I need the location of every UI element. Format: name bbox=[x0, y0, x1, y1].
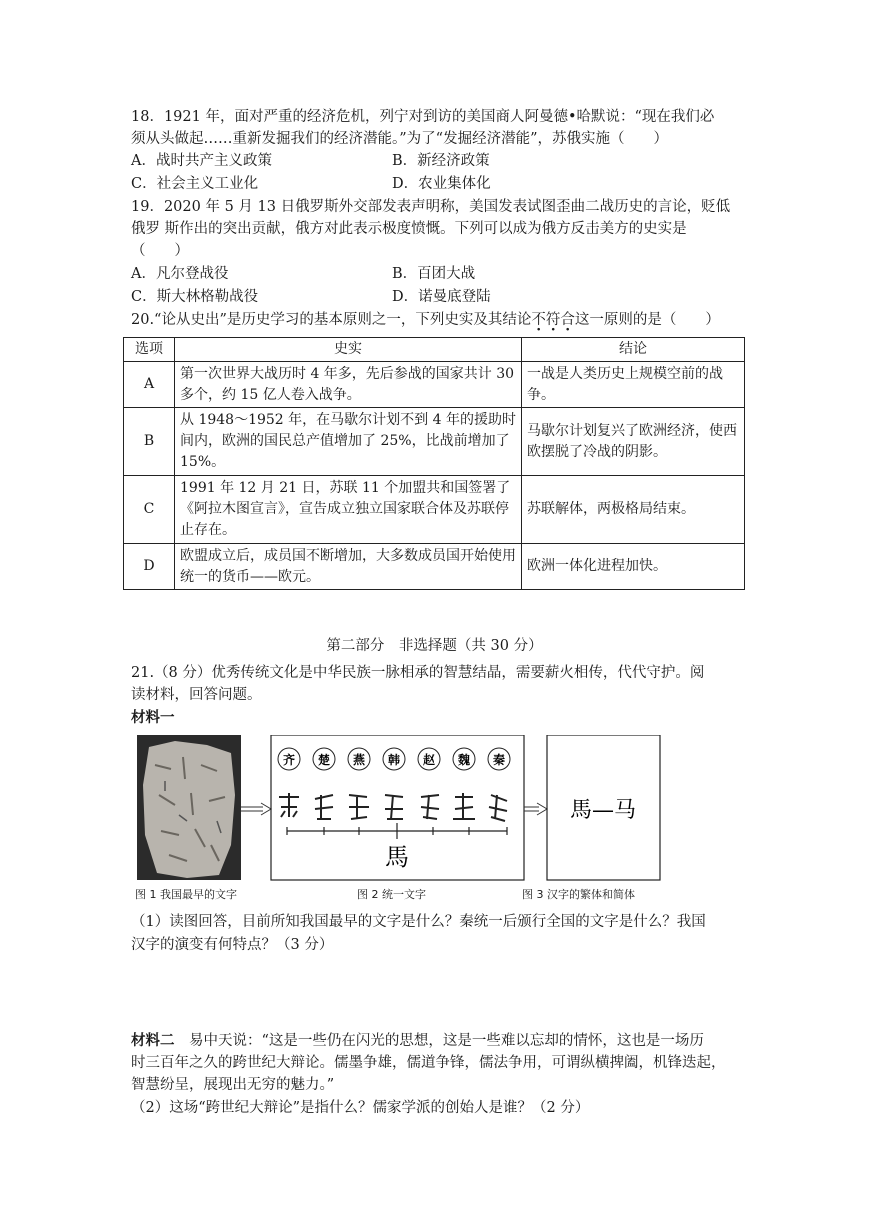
row-option: A bbox=[124, 362, 175, 408]
state-label: 齐 bbox=[282, 753, 296, 767]
state-chu bbox=[313, 748, 335, 770]
q20-table bbox=[123, 337, 745, 590]
state-wei bbox=[453, 748, 475, 770]
material-2-line3: 智慧纷呈，展现出无穷的魅力。” bbox=[131, 1077, 335, 1093]
q18-option-a: A．战时共产主义政策 bbox=[131, 153, 272, 169]
row-conclusion: 苏联解体，两极格局结束。 bbox=[522, 476, 745, 544]
traditional-simplified-text: 馬—马 bbox=[569, 798, 637, 823]
material-2-line1 bbox=[131, 1030, 704, 1052]
unified-horse-char: 馬 bbox=[385, 843, 409, 871]
q18-option-b: B．新经济政策 bbox=[392, 153, 490, 169]
caption-fig3: 图 3 汉字的繁体和简体 bbox=[522, 888, 635, 901]
row-option: C bbox=[124, 476, 175, 544]
regional-horse-glyphs bbox=[279, 793, 507, 821]
q20-stem-pre: 20.“论从史出”是历史学习的基本原则之一，下列史实及其结论 bbox=[131, 312, 532, 328]
q18-stem-line1: 18．1921 年，面对严重的经济危机，列宁对到访的美国商人阿曼德•哈默说：“现在我们必 bbox=[131, 109, 715, 125]
state-qi bbox=[278, 748, 300, 770]
state-label: 秦 bbox=[492, 753, 506, 767]
row-conclusion: 马歇尔计划复兴了欧洲经济，使西欧摆脱了冷战的阴影。 bbox=[522, 408, 745, 476]
row-conclusion: 欧洲一体化进程加快。 bbox=[522, 544, 745, 590]
table-row bbox=[124, 362, 745, 408]
row-conclusion: 一战是人类历史上规模空前的战争。 bbox=[522, 362, 745, 408]
state-label: 赵 bbox=[422, 753, 436, 767]
q21-stem-line2: 读材料，回答问题。 bbox=[131, 687, 262, 703]
row-option: D bbox=[124, 544, 175, 590]
q19-option-d: D．诺曼底登陆 bbox=[392, 289, 491, 305]
state-zhao bbox=[418, 748, 440, 770]
table-row bbox=[124, 544, 745, 590]
row-option: B bbox=[124, 408, 175, 476]
q19-option-b: B．百团大战 bbox=[392, 266, 476, 282]
state-yan bbox=[348, 748, 370, 770]
state-label: 韩 bbox=[387, 753, 401, 767]
emphasis-char: 不 bbox=[531, 312, 546, 328]
header-fact: 史实 bbox=[175, 338, 522, 362]
q20-stem-post: 这一原则的是（ ） bbox=[574, 312, 720, 328]
table-row bbox=[124, 476, 745, 544]
state-qin bbox=[488, 748, 510, 770]
q21-sub1-line1: （1）读图回答，目前所知我国最早的文字是什么？秦统一后颁行全国的文字是什么？我国 bbox=[131, 914, 706, 930]
state-label: 魏 bbox=[457, 753, 471, 767]
table-row bbox=[124, 408, 745, 476]
q21-stem-line1: 21.（8 分）优秀传统文化是中华民族一脉相承的智慧结晶，需要薪火相传，代代守护。阅 bbox=[131, 665, 705, 681]
row-fact: 1991 年 12 月 21 日，苏联 11 个加盟共和国签署了《阿拉木图宣言》，宣告成立独立国家联合体及苏联停止存在。 bbox=[175, 476, 522, 544]
emphasis-char: 合 bbox=[560, 312, 575, 328]
q19-option-c: C．斯大林格勒战役 bbox=[131, 289, 259, 305]
q20-stem bbox=[131, 309, 720, 331]
material-2-text-1: 易中天说：“这是一些仍在闪光的思想，这是一些难以忘却的情怀，这也是一场历 bbox=[174, 1033, 704, 1049]
caption-fig1: 图 1 我国最早的文字 bbox=[135, 888, 237, 901]
material-1-figure bbox=[135, 735, 665, 905]
state-han bbox=[383, 748, 405, 770]
material-2-line2: 时三百年之久的跨世纪大辩论。儒墨争雄，儒道争锋，儒法争用，可谓纵横捭阖，机锋迭起， bbox=[131, 1055, 726, 1071]
row-fact: 第一次世界大战历时 4 年多，先后参战的国家共计 30 多个，约 15 亿人卷入战争。 bbox=[175, 362, 522, 408]
state-label: 楚 bbox=[317, 753, 331, 767]
q19-stem-line3: （ ） bbox=[131, 243, 189, 259]
row-fact: 欧盟成立后，成员国不断增加，大多数成员国开始使用统一的货币——欧元。 bbox=[175, 544, 522, 590]
q18-option-c: C．社会主义工业化 bbox=[131, 176, 259, 192]
q21-sub2: （2）这场“跨世纪大辩论”是指什么？儒家学派的创始人是谁？（2 分） bbox=[131, 1100, 590, 1116]
material-1-label: 材料一 bbox=[131, 710, 175, 726]
q19-option-a: A．凡尔登战役 bbox=[131, 266, 229, 282]
q19-stem-line1: 19．2020 年 5 月 13 日俄罗斯外交部发表声明称，美国发表试图歪曲二战历史的言论，贬低 bbox=[131, 199, 731, 215]
oracle-bone-image bbox=[137, 735, 241, 880]
table-header-row bbox=[124, 338, 745, 362]
emphasis-char: 符 bbox=[545, 312, 561, 328]
state-label: 燕 bbox=[352, 753, 366, 767]
arrow-2 bbox=[524, 803, 547, 815]
caption-fig2: 图 2 统一文字 bbox=[357, 888, 426, 901]
material-2-label: 材料二 bbox=[131, 1033, 175, 1049]
q19-stem-line2: 俄罗 斯作出的突出贡献，俄方对此表示极度愤慨。下列可以成为俄方反击美方的史实是 bbox=[131, 221, 687, 237]
q18-stem-line2: 须从头做起……重新发掘我们的经济潜能。”为了“发掘经济潜能”，苏俄实施（ ） bbox=[131, 131, 668, 147]
q20-stem-emphasis bbox=[531, 312, 575, 328]
header-option: 选项 bbox=[124, 338, 175, 362]
q21-sub1-line2: 汉字的演变有何特点？（3 分） bbox=[131, 937, 334, 953]
q18-option-d: D．农业集体化 bbox=[392, 176, 491, 192]
state-circles bbox=[278, 748, 510, 770]
row-fact: 从 1948～1952 年，在马歇尔计划不到 4 年的援助时间内，欧洲的国民总产值增加了 25%，比战前增加了 15%。 bbox=[175, 408, 522, 476]
part2-title: 第二部分 非选择题（共 30 分） bbox=[326, 638, 543, 654]
header-conclusion: 结论 bbox=[522, 338, 745, 362]
unify-bracket bbox=[287, 823, 507, 839]
arrow-1 bbox=[241, 803, 271, 815]
